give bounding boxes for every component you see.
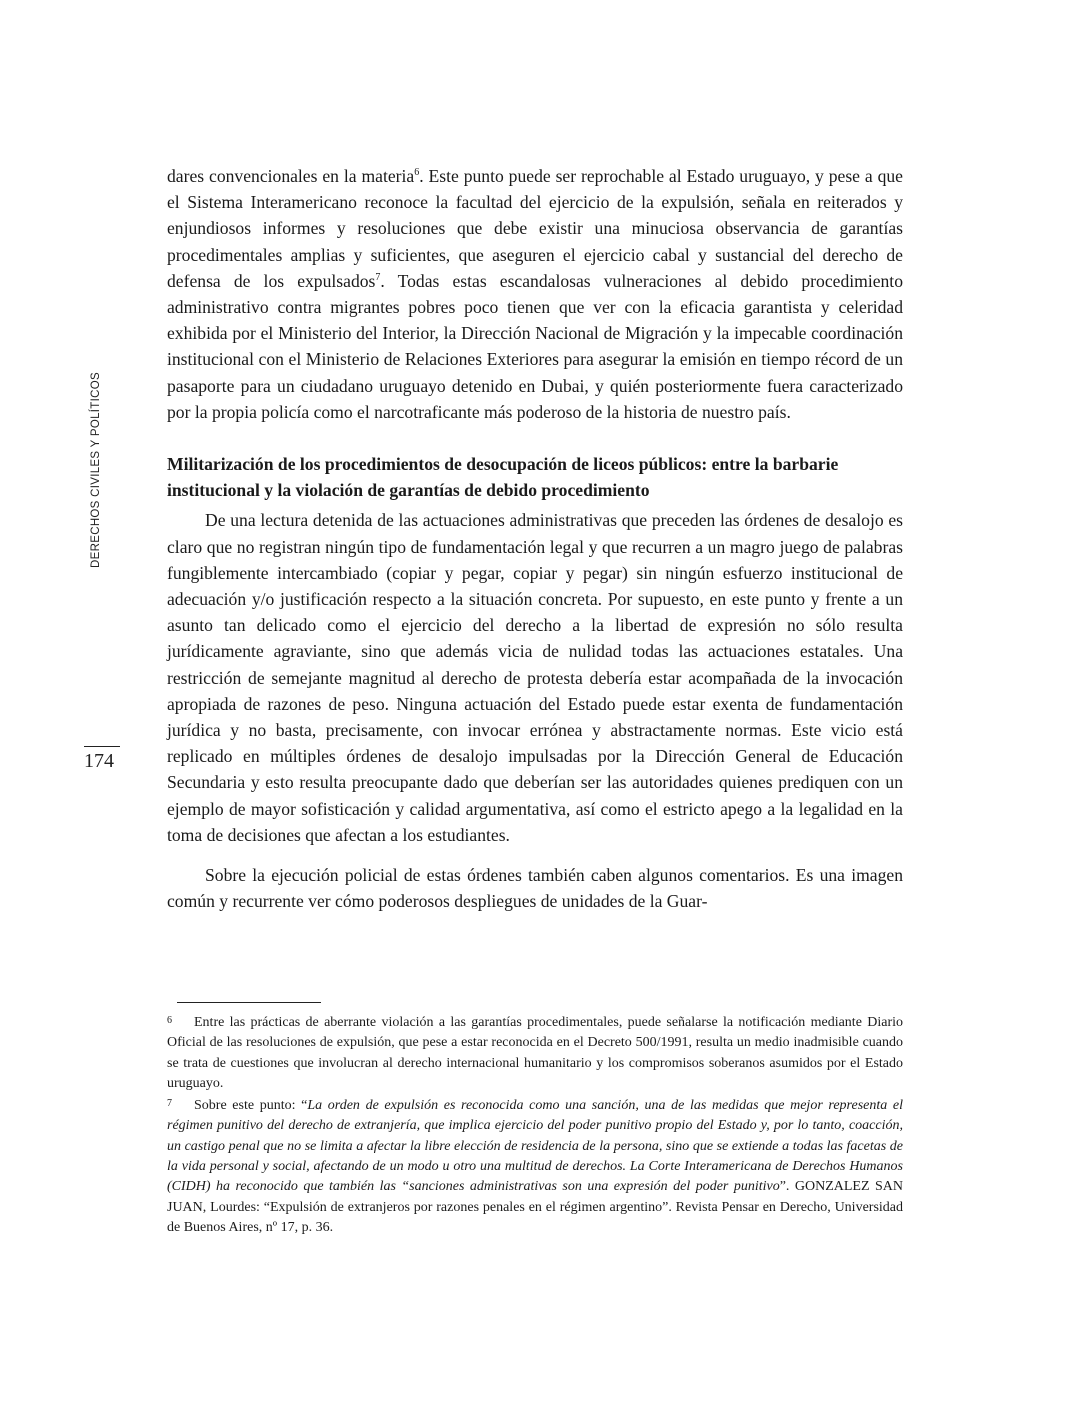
footnote-6-number: 6 bbox=[167, 1015, 172, 1026]
footnotes bbox=[167, 1011, 903, 1238]
body-text bbox=[167, 163, 903, 914]
paragraph-3: Sobre la ejecución policial de estas órdenes también caben algunos comentarios. Es una imagen común y recurrente ver cómo poderosos despliegues de unidades de la Guar- bbox=[167, 865, 903, 912]
paragraph-gap bbox=[167, 848, 903, 862]
footnote-6 bbox=[167, 1011, 903, 1094]
footnote-6-text: Entre las prácticas de aberrante violación a las garantías procedimentales, puede señalarse la notificación mediante Diario Oficial de las resoluciones de expulsión, que pese a estar reconocida en el Decreto 500/1991, resulta un medio inadmisible cuando se trata de cuestiones que involucran al derecho internacional humanitario y los compromisos soberanos asumidos por el Estado uruguayo. bbox=[167, 1015, 903, 1091]
footnote-ref-7[interactable]: 7 bbox=[375, 271, 381, 283]
running-head bbox=[84, 370, 108, 570]
paragraph-1: dares convencionales en la materia$^6$. Este punto puede ser reprochable al Estado uruguayo, y pese a que el Sistema Interamericano reconoce la facultad del ejercicio de la expulsión, señala en reiterados y enjundiosos informes y resoluciones que debe existir una minuciosa observancia de garantías procedimentales amplias y suficientes, que aseguren el ejercicio cabal y sustancial del derecho de defensa de los expulsados$^7$. Todas estas escandalosas vulneraciones al debido procedimiento administrativo contra migrantes pobres poco tienen que ver con la eficacia garantista y celeridad exhibida por el Ministerio del Interior, la Dirección Nacional de Migración y la impecable coordinación institucional con el Ministerio de Relaciones Exteriores para asegurar la emisión en tiempo récord de un pasaporte para un ciudadano uruguayo detenido en Dubai, y quién posteriormente fuera caracterizado por la propia policía como el narcotraficante más poderoso de la historia de nuestro país. bbox=[167, 166, 903, 422]
footnote-7-quote: La orden de expulsión es reconocida como una sanción, una de las medidas que mejor representa el régimen punitivo del derecho de extranjería, que implica ejercicio del poder punitivo propio del Estado y, por lo tanto, coacción, un castigo penal que no se limita a afectar la libre elección de residencia de la persona, sino que se extiende a todas las facetas de la vida personal y social, afectando de un modo u otro una multitud de derechos. La Corte Interamericana de Derechos Humanos (CIDH) ha reconocido que también las “sanciones administrativas son una expresión del poder punitivo bbox=[167, 1098, 904, 1195]
paragraph-2: De una lectura detenida de las actuaciones administrativas que preceden las órdenes de desalojo es claro que no registran ningún tipo de fundamentación legal y que recurren a un magro juego de palabras fungiblemente intercambiado (copiar y pegar, copiar y pegar) sin ningún esfuerzo institucional de adecuación y/o justificación respecto a la situación concreta. Por supuesto, en este punto y frente a un asunto tan delicado como el ejercicio del derecho a la libertad de expresión no sólo resulta jurídicamente agraviante, sino que además vicia de nulidad todas las actuaciones estatales. Una restricción de semejante magnitud al derecho de protesta debería estar acompañada de la invocación apropiada de razones de peso. Ninguna actuación del Estado puede estar exenta de fundamentación jurídica y no basta, precisamente, con invocar errónea y abstractamente normas. Este vicio está replicado en múltiples órdenes de desalojo impulsadas por la Dirección General de Educación Secundaria y esto resulta preocupante dado que deberían ser las autoridades quienes prediquen con un ejemplo de mayor sofisticación y calidad argumentativa, así como el estricto apego a la legalidad en la toma de decisiones que afectan a los estudiantes. bbox=[167, 510, 903, 845]
page-number-rule bbox=[84, 746, 120, 747]
running-head-text: DERECHOS CIVILES Y POLÍTICOS bbox=[90, 372, 102, 568]
page-number: 174 bbox=[84, 750, 114, 772]
footnote-7: 7 Sobre este punto: “La orden de expulsión es reconocida como una sanción, una de las medidas que mejor representa el régimen punitivo del derecho de extranjería, que implica ejercicio del poder punitivo propio del Estado y, por lo tanto, coacción, un castigo penal que no se limita a afectar la libre elección de residencia de la persona, sino que se extiende a todas las facetas de la vida personal y social, afectando de un modo u otro una multitud de derechos. La Corte Interamericana de Derechos Humanos (CIDH) ha reconocido que también las “sanciones administrativas son una expresión del poder punitivo”. GONZALEZ SAN JUAN, Lourdes: “Expulsión de extranjeros por razones penales en el régimen argentino”. Revista Pensar en Derecho, Universidad de Buenos Aires, nº 17, p. 36. bbox=[167, 1094, 903, 1238]
footnote-rule bbox=[177, 1002, 321, 1003]
footnote-ref-6[interactable]: 6 bbox=[414, 167, 420, 178]
footnote-7-number: 7 bbox=[167, 1098, 172, 1110]
section-heading: Militarización de los procedimientos de desocupación de liceos públicos: entre la barbarie institucional y la violación de garantías de debido procedimiento bbox=[167, 454, 839, 501]
